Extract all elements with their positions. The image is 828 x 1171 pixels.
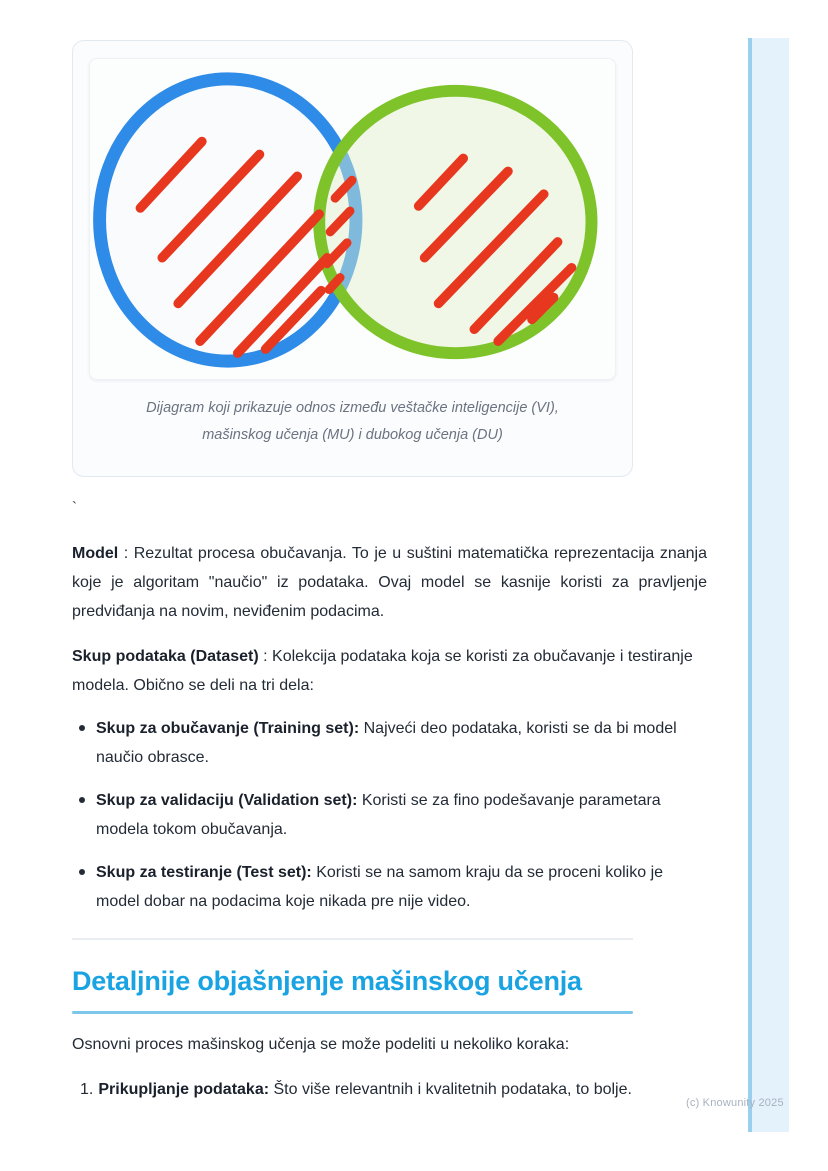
term-dataset: Skup podataka (Dataset) (72, 648, 259, 665)
venn-diagram (90, 59, 615, 379)
list-item-test (72, 858, 707, 916)
bullet-icon (79, 797, 85, 803)
figure-card (72, 40, 633, 477)
figure-caption: Dijagram koji prikazuje odnos između veštačke inteligencije (VI), mašinskog učenja (MU) i dubokog učenja (DU) (146, 400, 559, 443)
scroll-highlight-bar (748, 38, 789, 1132)
term-data-collection: Prikupljanje podataka: (98, 1081, 270, 1098)
document-content (72, 40, 707, 1104)
list-item-training-text: Najveći deo podataka, koristi se da bi model naučio obrasce. (96, 720, 677, 766)
section-heading: Detaljnije objašnjenje mašinskog učenja (72, 966, 582, 996)
list-item-training (72, 714, 707, 772)
paragraph-dataset (72, 642, 707, 700)
step-list (72, 1075, 707, 1104)
term-training-set: Skup za obučavanje (Training set): (96, 720, 360, 737)
paragraph-model (72, 539, 707, 626)
stray-backtick: ` (72, 499, 77, 516)
term-model: Model (72, 545, 119, 562)
bullet-icon (79, 869, 85, 875)
step-number: 1. (80, 1081, 94, 1098)
term-test-set: Skup za testiranje (Test set): (96, 864, 312, 881)
section-divider (72, 938, 633, 940)
list-item-test-text: Koristi se na samom kraju da se proceni koliko je model dobar na podacima koje nikada pre nije video. (96, 864, 664, 910)
footer-copyright: (c) Knowunity 2025 (686, 1097, 784, 1109)
numbered-step-text: Što više relevantnih i kvalitetnih podataka, to bolje. (269, 1081, 632, 1098)
list-item-validation (72, 786, 707, 844)
numbered-step (72, 1075, 707, 1104)
term-validation-set: Skup za validaciju (Validation set): (96, 792, 358, 809)
heading-underline (72, 1011, 633, 1014)
bullet-list (72, 714, 707, 916)
paragraph-dataset-text: : Kolekcija podataka koja se koristi za obučavanje i testiranje modela. Obično se deli na tri dela: (72, 648, 693, 694)
paragraph-model-text: : Rezultat procesa obučavanja. To je u suštini matematička reprezentacija znanja koje je algoritam "naučio" iz podataka. Ovaj model se kasnije koristi za pravljenje predviđanja na novim, neviđenim podacima. (72, 545, 707, 620)
list-item-validation-text: Koristi se za fino podešavanje parametara modela tokom obučavanja. (96, 792, 661, 838)
venn-diagram-image (89, 58, 616, 380)
bullet-icon (79, 725, 85, 731)
section-intro: Osnovni proces mašinskog učenja se može podeliti u nekoliko koraka: (72, 1036, 570, 1053)
